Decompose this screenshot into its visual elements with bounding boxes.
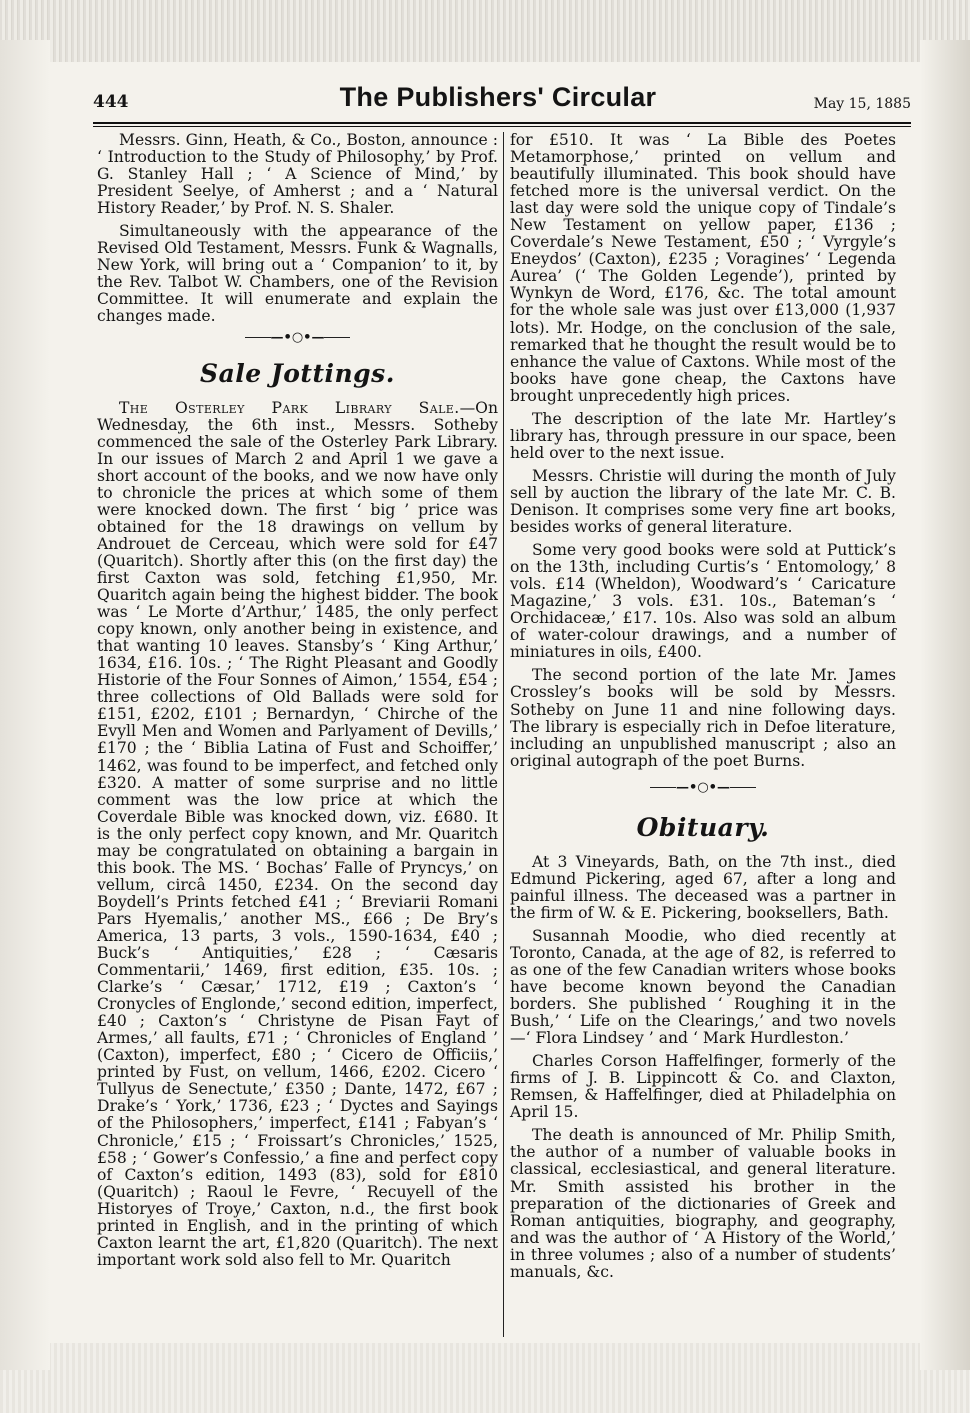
paragraph-osterley-sale [97,400,498,1269]
sale-jottings-heading: Sale Jottings. [200,358,395,388]
scan-edge-left [0,40,50,1370]
header-rule [93,122,911,127]
page-number: 444 [93,92,129,112]
right-column [510,132,896,1287]
sale-lead: The Osterley Park Library Sale. [119,398,460,417]
paragraph-hartley-library: The description of the late Mr. Hartley’s library has, through pressure in our space, been held over to the next issue. [510,409,896,462]
obituary-philip-smith: The death is announced of Mr. Philip Smith, the author of a number of valuable books in classical, ecclesiastical, and general literature. Mr. Smith assisted his brother in the preparation of the dictionaries of Greek and Roman antiquities, biography, and geography, and was the author of ‘ A History of the World,’ in three volumes ; also of a number of students’ manuals, &c. [510,1126,896,1281]
paragraph-revised-testament: Simultaneously with the appearance of the Revised Old Testament, Messrs. Funk & Wagnalls, New York, will bring out a ‘ Companion’ to it, by the Rev. Talbot W. Chambers, one of the Revision Committee. It will enumerate and explain the changes made. [97,222,498,326]
section-ornament: —•○•— [97,332,498,344]
obituary-haffelfinger: Charles Corson Haffelfinger, formerly of the firms of J. B. Lippincott & Co. and Claxton, Remsen, & Haffelfinger, died at Philadelphia on April 15. [510,1052,896,1122]
obituary-pickering: At 3 Vineyards, Bath, on the 7th inst., died Edmund Pickering, aged 67, after a long and painful illness. The deceased was a partner in the firm of W. & E. Pickering, booksellers, Bath. [510,852,896,922]
section-ornament: —•○•— [510,782,896,794]
scan-edge-bottom [0,1343,970,1413]
paragraph-putticks-sale: Some very good books were sold at Puttick’s on the 13th, including Curtis’s ‘ Entomology,’ 8 vols. £14 (Wheldon), Woodward’s ‘ Caricature Magazine,’ 3 vols. £31. 10s., Bateman’s ‘ Orchidaceæ,’ £17. 10s. Also was sold an album of water-colour drawings, and a number of miniatures in oils, £400. [510,541,896,662]
left-column [97,132,498,1275]
paragraph-crossley-books: The second portion of the late Mr. James Crossley’s books will be sold by Messrs. Sotheby on June 11 and nine following days. The library is especially rich in Defoe literature, including an unpublished manuscript ; also an original autograph of the poet Burns. [510,666,896,770]
paragraph-sale-continued: for £510. It was ‘ La Bible des Poetes Metamorphose,’ printed on vellum and beautifully illuminated. This book should have fetched more is the universal verdict. On the last day were sold the unique copy of Tindale’s New Testament on yellow paper, £136 ; Coverdale’s Newe Testament, £50 ; ‘ Vyrgyle’s Eneydos’ (Caxton), £235 ; Voragines’ ‘ Legenda Aurea’ (‘ The Golden Legende’), printed by Wynkyn de Word, £176, &c. The total amount for the whole sale was just over £13,000 (1,937 lots). Mr. Hodge, on the conclusion of the sale, remarked that he thought the result would be to enhance the value of Caxtons. While most of the books have gone cheap, the Caxtons have brought unprecedently high prices. [510,131,896,405]
obituary-moodie: Susannah Moodie, who died recently at Toronto, Canada, at the age of 82, is referred to as one of the few Canadian writers whose books have become known beyond the Canadian borders. She published ‘ Roughing it in the Bush,’ ‘ Life on the Clearings,’ and two novels —‘ Flora Lindsey ’ and ‘ Mark Hurdleston.’ [510,926,896,1048]
scan-edge-top [0,0,970,62]
paragraph-christie-denison: Messrs. Christie will during the month of July sell by auction the library of the late Mr. C. B. Denison. It comprises some very fine art books, besides works of general literature. [510,466,896,537]
obituary-heading: Obituary. [636,812,770,842]
issue-date: May 15, 1885 [813,96,911,112]
paragraph-ginn-heath: Messrs. Ginn, Heath, & Co., Boston, announce : ‘ Introduction to the Study of Philosophy,’ by Prof. G. Stanley Hall ; ‘ A Science of Mind,’ by President Seelye, of Amherst ; and a ‘ Natural History Reader,’ by Prof. N. S. Shaler. [97,131,498,218]
scan-edge-right [920,40,970,1370]
page-header [93,80,911,118]
column-rule [503,132,504,1337]
sale-body: —On Wednesday, the 6th inst., Messrs. Sotheby commenced the sale of the Osterley Park Library. In our issues of March 2 and April 1 we gave a short account of the books, and we now have only to chronicle the prices at which some of them were knocked down. The first ‘ big ’ price was obtained for the 18 drawings on vellum by Androuet de Cerceau, which were sold for £47 (Quaritch). Shortly after this (on the first day) the first Caxton was sold, fetching £1,950, Mr. Quaritch again being the highest bidder. The book was ‘ Le Morte d’Arthur,’ 1485, the only perfect copy known, only another being in existence, and that wanting 10 leaves. Stansby’s ‘ King Arthur,’ 1634, £16. 10s. ; ‘ The Right Pleasant and Goodly Historie of the Four Sonnes of Aimon,’ 1554, £54 ; three collections of Old Ballads were sold for £151, £202, £101 ; Bernardyn, ‘ Chirche of the Evyll Men and Women and Parlyament of Devills,’ £170 ; the ‘ Biblia Latina of Fust and Schoiffer,’ 1462, was found to be imperfect, and fetched only £320. A matter of some surprise and no little comment was the low price at which the Coverdale Bible was knocked down, viz. £680. It is the only perfect copy known, and Mr. Quaritch may be congratulated on obtaining a bargain in this book. The MS. ‘ Bochas’ Falle of Pryncys,’ on vellum, circâ 1450, £234. On the second day Boydell’s Prints fetched £41 ; ‘ Breviarii Romani Pars Hyemalis,’ another MS., £66 ; De Bry’s America, 13 parts, 3 vols., 1590-1634, £40 ; Buck’s ‘ Antiquities,’ £28 ; ‘ Cæsaris Commentarii,’ 1469, first edition, £35. 10s. ; Clarke’s ‘ Cæsar,’ 1712, £19 ; Caxton’s ‘ Cronycles of Englonde,’ second edition, imperfect, £40 ; Caxton’s ‘ Christyne de Pisan Fayt of Armes,’ all faults, £71 ; ‘ Chronicles of England ’ (Caxton), imperfect, £80 ; ‘ Cicero de Officiis,’ printed by Fust, on vellum, 1466, £202. Cicero ‘ Tullyus de Senectute,’ £350 ; Dante, 1472, £67 ; Drake’s ‘ York,’ 1736, £23 ; ‘ Dyctes and Sayings of the Philosophers,’ imperfect, £141 ; Fabyan’s ‘ Chronicle,’ £15 ; ‘ Froissart’s Chronicles,’ 1525, £58 ; ‘ Gower’s Confessio,’ a fine and perfect copy of Caxton’s edition, 1493 (83), sold for £810 (Quaritch) ; Raoul le Fevre, ‘ Recuyell of the Historyes of Troye,’ Caxton, n.d., the first book printed in English, and in the printing of which Caxton learnt the art, £1,820 (Quaritch). The next important work sold also fell to Mr. Quaritch [97,398,498,1269]
publication-title: The Publishers' Circular [339,82,657,112]
